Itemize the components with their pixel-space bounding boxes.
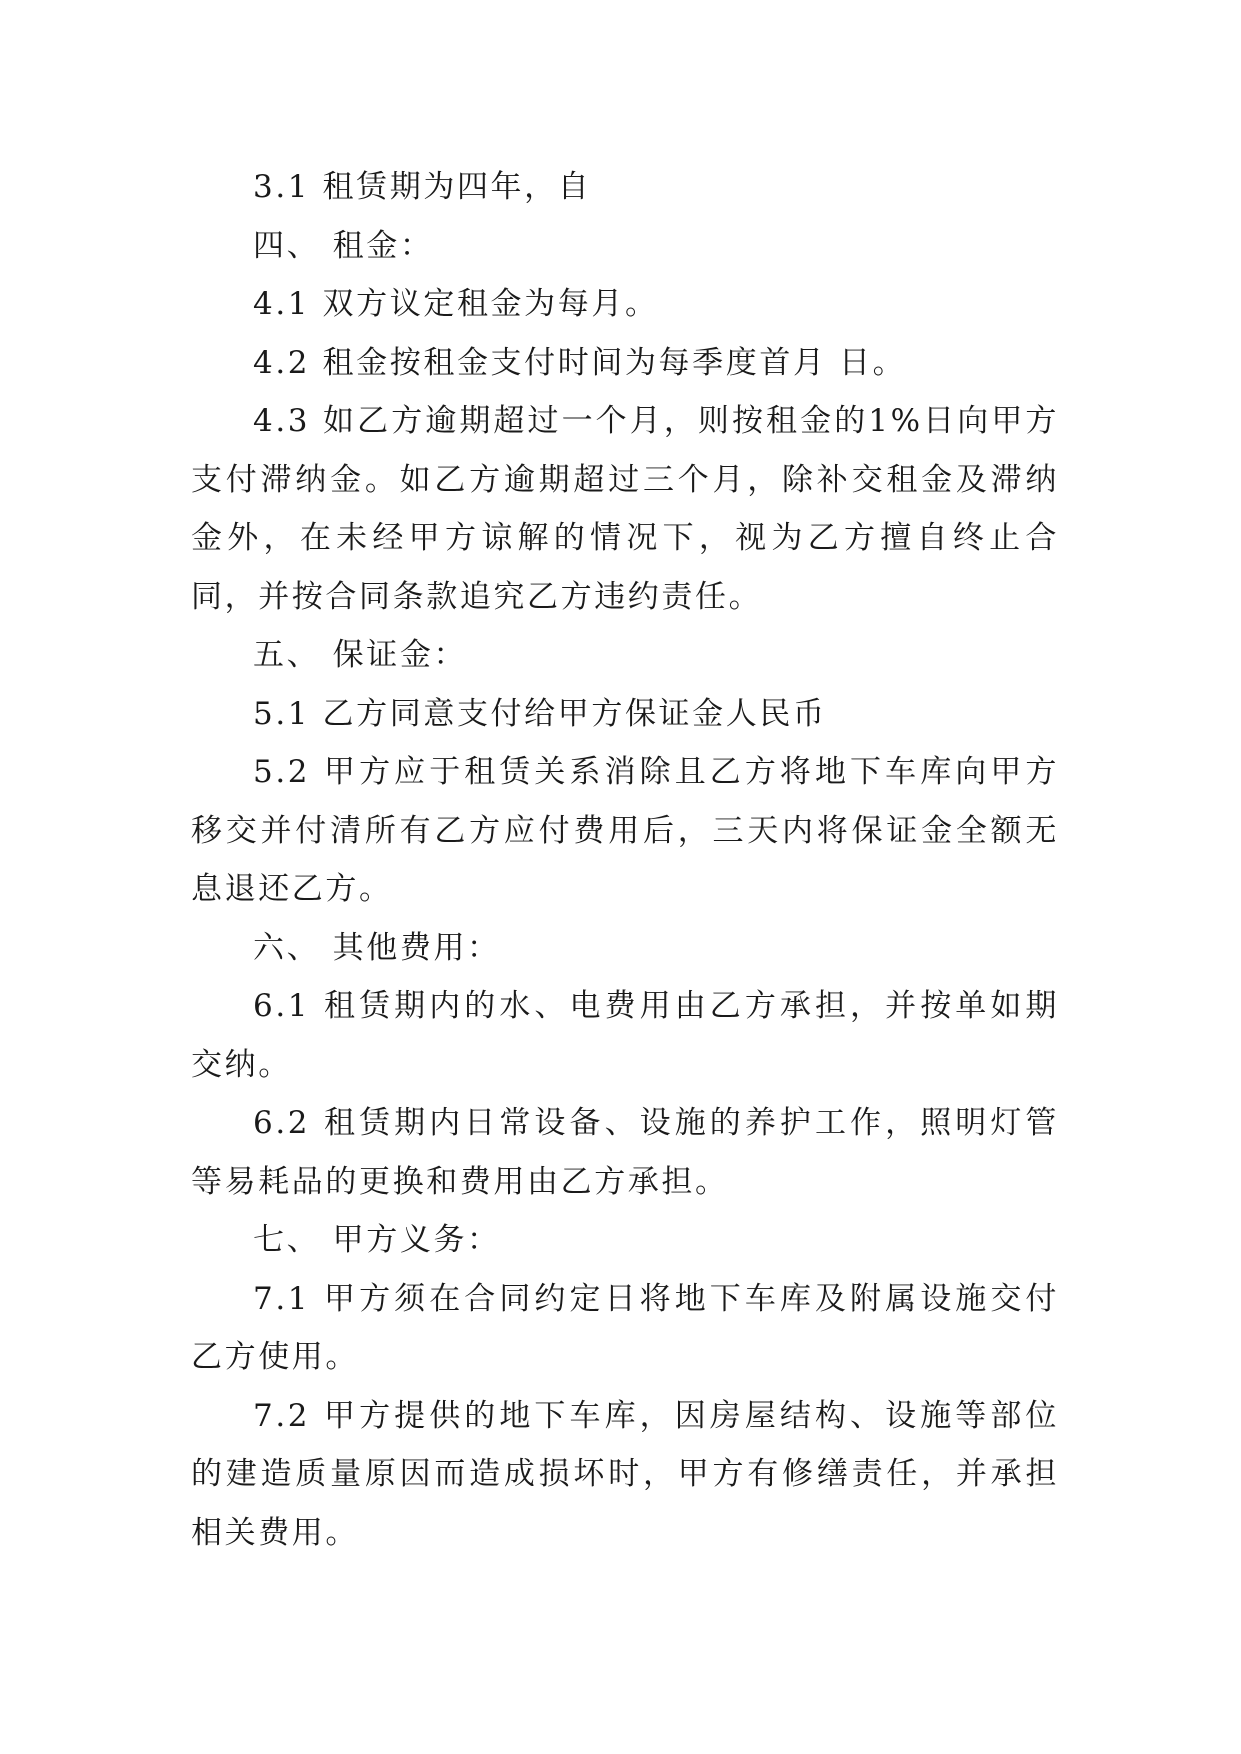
section-heading-rent: 四、 租金：: [253, 227, 434, 264]
clause-7-1: 7.1 甲方须在合同约定日将地下车库及附属设施交付乙方使用。: [191, 1280, 1059, 1375]
section-heading-deposit: 五、 保证金：: [253, 637, 468, 673]
clause-5-1: 5.1 乙方同意支付给甲方保证金人民币: [253, 695, 827, 732]
clause-4-3: 4.3 如乙方逾期超过一个月，则按租金的1%日向甲方支付滞纳金。如乙方逾期超过三个月，除补交租金及滞纳金外，在未经甲方谅解的情况下，视为乙方擅自终止合同，并按合同条款追究乙方违约责任。: [191, 403, 1059, 615]
clause-7-2: 7.2 甲方提供的地下车库，因房屋结构、设施等部位的建造质量原因而造成损坏时，甲方有修缮责任，并承担相关费用。: [191, 1397, 1059, 1551]
clause-3-1: 3.1 租赁期为四年，自: [253, 169, 592, 205]
document-body: [191, 158, 1059, 1562]
clause-6-1: 6.1 租赁期内的水、电费用由乙方承担，并按单如期交纳。: [191, 988, 1059, 1083]
section-heading-other-fees: 六、 其他费用：: [253, 929, 501, 966]
clause-4-2: 4.2 租金按租金支付时间为每季度首月 日。: [253, 344, 907, 381]
clause-6-2: 6.2 租赁期内日常设备、设施的养护工作，照明灯管等易耗品的更换和费用由乙方承担。: [191, 1105, 1059, 1200]
clause-4-1: 4.1 双方议定租金为每月。: [253, 286, 659, 322]
section-heading-party-a-obligations: 七、 甲方义务：: [253, 1222, 501, 1258]
clause-5-2: 5.2 甲方应于租赁关系消除且乙方将地下车库向甲方移交并付清所有乙方应付费用后，三天内将保证金全额无息退还乙方。: [191, 754, 1059, 907]
